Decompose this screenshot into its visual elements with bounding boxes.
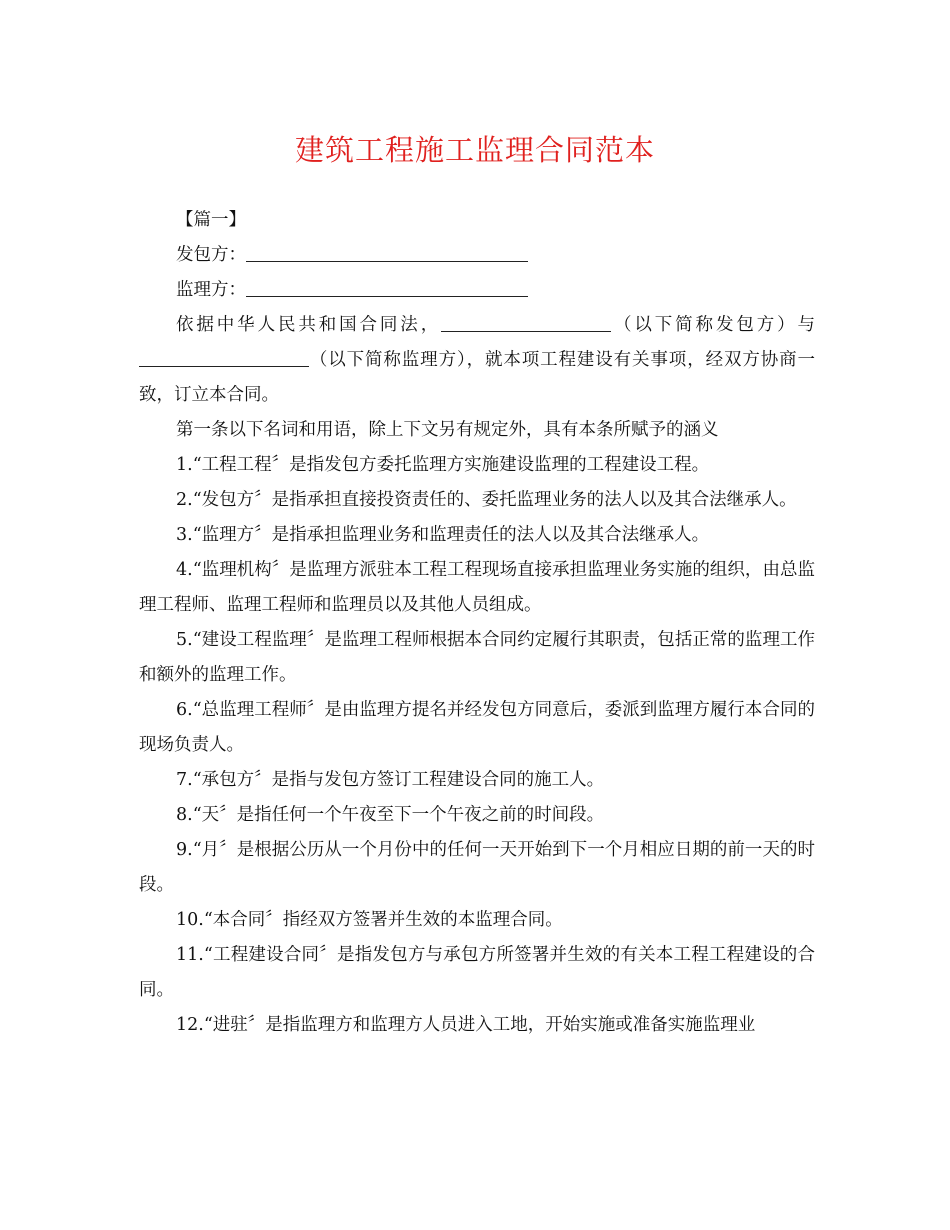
definition-item: 10.“本合同〞指经双方签署并生效的本监理合同。: [176, 910, 563, 930]
definition-item: 4.“监理机构〞是监理方派驻本工程工程现场直接承担监理业务实施的组织，由总监理工程师、监理工程师和监理员以及其他人员组成。: [139, 560, 815, 615]
definition-item: 7.“承包方〞是指与发包方签订工程建设合同的施工人。: [176, 770, 605, 790]
intro-blank-a: [441, 309, 611, 332]
definition-item: 3.“监理方〞是指承担监理业务和监理责任的法人以及其合法继承人。: [176, 525, 710, 545]
intro-text-a: 依据中华人民共和国合同法，: [176, 315, 442, 335]
definition-item: 9.“月〞是根据公历从一个月份中的任何一天开始到下一个月相应日期的前一天的时段。: [139, 840, 815, 895]
definition-item: 5.“建设工程监理〞是监理工程师根据本合同约定履行其职责，包括正常的监理工作和额外的监理工作。: [139, 630, 815, 685]
definition-item: 2.“发包方〞是指承担直接投资责任的、委托监理业务的法人以及其合法继承人。: [176, 490, 797, 510]
intro-text-c: （以下简称监理方），就本项工程建设有关事项，经双方协商一致，订立本合同。: [139, 350, 815, 405]
definition-item: 12.“进驻〞是指监理方和监理方人员进入工地，开始实施或准备实施监理业: [176, 1015, 756, 1035]
intro-paragraph: [139, 308, 815, 413]
party-a-row: [139, 238, 815, 273]
definition-item: 6.“总监理工程师〞是由监理方提名并经发包方同意后，委派到监理方履行本合同的现场负责人。: [139, 700, 815, 755]
party-a-blank: [246, 239, 528, 262]
definition-item: 1.“工程工程〞是指发包方委托监理方实施建设监理的工程建设工程。: [176, 455, 710, 475]
document-title: 建筑工程施工监理合同范本: [294, 133, 655, 167]
party-b-blank: [246, 274, 528, 297]
definition-item: 8.“天〞是指任何一个午夜至下一个午夜之前的时间段。: [176, 805, 605, 825]
section-label: 【篇一】: [176, 210, 246, 230]
party-a-label: 发包方：: [176, 245, 246, 265]
document-body: [139, 203, 815, 1043]
intro-blank-b: [139, 344, 309, 367]
party-b-row: [139, 273, 815, 308]
intro-text-b: （以下简称发包方）与: [611, 315, 816, 335]
party-b-label: 监理方：: [176, 280, 246, 300]
definition-item: 11.“工程建设合同〞是指发包方与承包方所签署并生效的有关本工程工程建设的合同。: [139, 945, 815, 1000]
article-one: 第一条以下名词和用语，除上下文另有规定外，具有本条所赋予的涵义: [176, 420, 719, 440]
